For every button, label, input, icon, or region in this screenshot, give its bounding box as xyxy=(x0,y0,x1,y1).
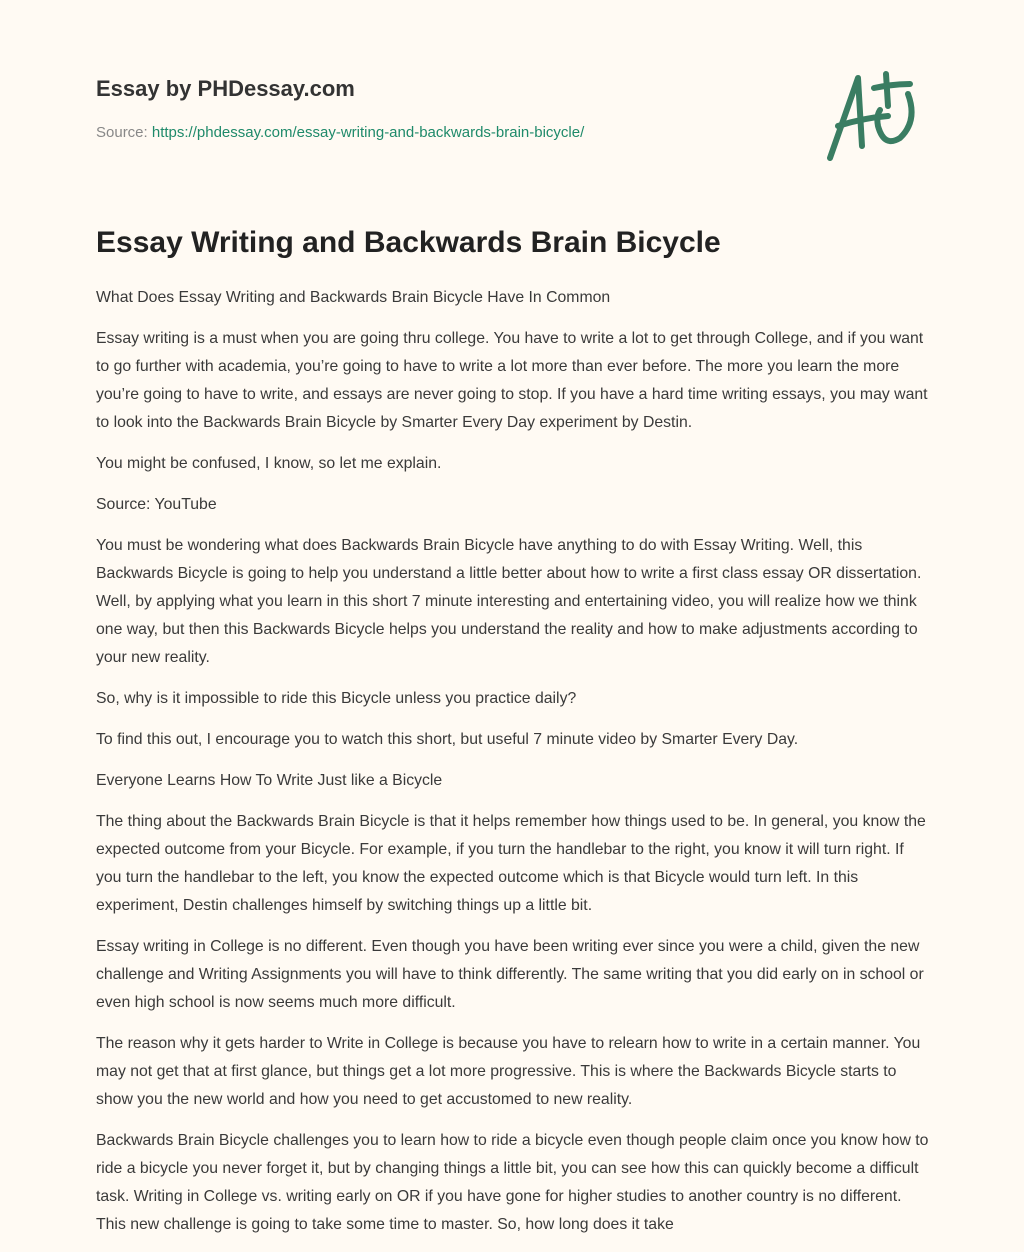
paragraph: Essay writing is a must when you are going thru college. You have to write a lot to get through College, and if you want to go further with academia, you’re going to have to write a lot more than ever before. The more you learn the more you’re going to have to write, and essays are never going to stop. If you have a hard time writing essays, you may want to look into the Backwards Brain Bicycle by Smarter Every Day experiment by Destin. xyxy=(96,330,928,431)
paragraph: You must be wondering what does Backwards Brain Bicycle have anything to do with Essay Writing. Well, this Backwards Bicycle is going to help you understand a little better about how to write a first class essay OR dissertation. Well, by applying what you learn in this short 7 minute interesting and entertaining video, you will realize how we think one way, but then this Backwards Bicycle helps you understand the reality and how to make adjustments according to your new reality. xyxy=(96,537,922,666)
paragraph: What Does Essay Writing and Backwards Brain Bicycle Have In Common xyxy=(96,289,611,306)
source-line xyxy=(96,124,584,141)
paragraph: You might be confused, I know, so let me explain. xyxy=(96,455,442,472)
a-plus-logo-icon xyxy=(818,66,928,166)
source-label: Source: xyxy=(96,124,148,141)
article-body xyxy=(96,284,932,1252)
paragraph: So, why is it impossible to ride this Bicycle unless you practice daily? xyxy=(96,690,577,707)
paragraph: The thing about the Backwards Brain Bicycle is that it helps remember how things used to be. In general, you know the expected outcome from your Bicycle. For example, if you turn the handlebar to the right, you know it will turn right. If you turn the handlebar to the left, you know the expected outcome which is that Bicycle would turn left. In this experiment, Destin challenges himself by switching things up a little bit. xyxy=(96,813,926,914)
paragraph: Essay writing in College is no different. Even though you have been writing ever since you were a child, given the new challenge and Writing Assignments you will have to think differently. The same writing that you did early on in school or even high school is now seems much more difficult. xyxy=(96,938,924,1011)
site-title: Essay by PHDessay.com xyxy=(96,76,355,101)
source-link[interactable]: https://phdessay.com/essay-writing-and-backwards-brain-bicycle/ xyxy=(151,124,585,141)
paragraph: Everyone Learns How To Write Just like a Bicycle xyxy=(96,772,443,789)
article-title: Essay Writing and Backwards Brain Bicycle xyxy=(96,226,721,259)
paragraph: Source: YouTube xyxy=(96,496,217,513)
paragraph: The reason why it gets harder to Write in College is because you have to relearn how to write in a certain manner. You may not get that at first glance, but things get a lot more progressive. This is where the Backwards Bicycle starts to show you the new world and how you need to get accustomed to new reality. xyxy=(96,1035,921,1108)
paragraph: To find this out, I encourage you to watch this short, but useful 7 minute video by Smarter Every Day. xyxy=(96,731,799,748)
paragraph: Backwards Brain Bicycle challenges you to learn how to ride a bicycle even though people claim once you know how to ride a bicycle you never forget it, but by changing things a little bit, you can see how this can quickly become a difficult task. Writing in College vs. writing early on OR if you have gone for higher studies to another country is no different. This new challenge is going to take some time to master. So, how long does it take xyxy=(96,1132,929,1233)
